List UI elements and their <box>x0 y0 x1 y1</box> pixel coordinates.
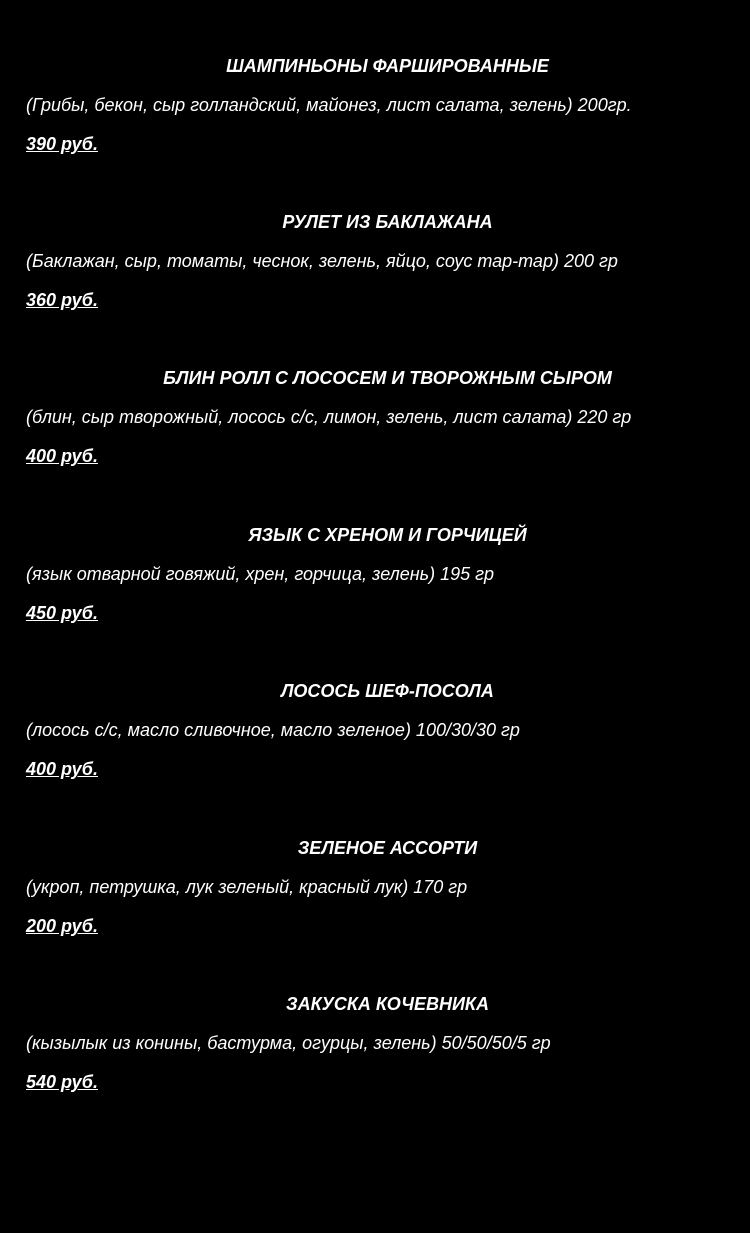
item-price: 360 руб. <box>26 290 98 310</box>
item-description: (блин, сыр творожный, лосось с/с, лимон, зелень, лист салата) 220 гр <box>26 407 632 427</box>
item-description: (лосось с/с, масло сливочное, масло зеленое) 100/30/30 гр <box>26 720 520 740</box>
item-price: 540 руб. <box>26 1072 98 1092</box>
item-title: РУЛЕТ ИЗ БАКЛАЖАНА <box>282 212 493 232</box>
item-title: ЗАКУСКА КОЧЕВНИКА <box>286 994 489 1014</box>
item-title: БЛИН РОЛЛ С ЛОСОСЕМ И ТВОРОЖНЫМ СЫРОМ <box>163 368 612 388</box>
item-description: (язык отварной говяжий, хрен, горчица, зелень) 195 гр <box>26 564 495 584</box>
item-price: 390 руб. <box>26 134 98 154</box>
menu-item-eggplant-roll <box>0 210 750 330</box>
item-price: 400 руб. <box>26 759 98 779</box>
menu-item-stuffed-mushrooms <box>0 54 750 174</box>
item-price: 200 руб. <box>26 916 98 936</box>
menu-item-green-assortment <box>0 836 750 956</box>
item-description: (Баклажан, сыр, томаты, чеснок, зелень, яйцо, соус тар-тар) 200 гр <box>26 251 618 271</box>
item-description: (укроп, петрушка, лук зеленый, красный лук) 170 гр <box>26 877 468 897</box>
item-price: 450 руб. <box>26 603 98 623</box>
item-description: (Грибы, бекон, сыр голландский, майонез, лист салата, зелень) 200гр. <box>26 95 632 115</box>
menu-item-tongue-horseradish <box>0 523 750 643</box>
item-description: (кызылык из конины, бастурма, огурцы, зелень) 50/50/50/5 гр <box>26 1033 551 1053</box>
item-price: 400 руб. <box>26 446 98 466</box>
menu-item-nomad-snack <box>0 992 750 1112</box>
item-title: ЛОСОСЬ ШЕФ-ПОСОЛА <box>281 681 494 701</box>
item-title: ЗЕЛЕНОЕ АССОРТИ <box>297 838 478 858</box>
item-title: ШАМПИНЬОНЫ ФАРШИРОВАННЫЕ <box>226 56 549 76</box>
menu-item-salmon-pancake-roll <box>0 366 750 486</box>
item-title: ЯЗЫК С ХРЕНОМ И ГОРЧИЦЕЙ <box>248 525 527 545</box>
menu-item-chef-salmon <box>0 679 750 799</box>
